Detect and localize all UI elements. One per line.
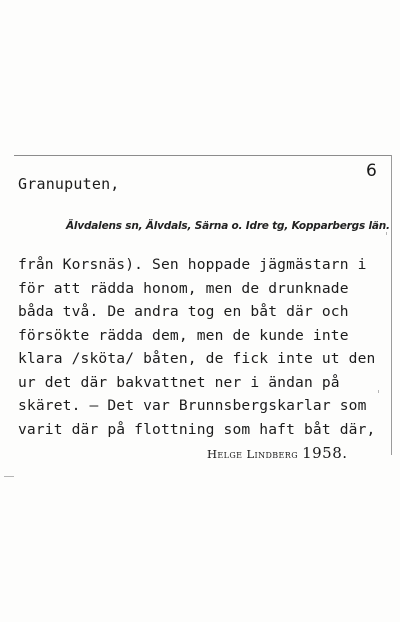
text-line: försökte rädda dem, men de kunde inte [18, 326, 349, 344]
card-right-edge [391, 155, 392, 455]
text-line: för att rädda honom, men de drunknade [18, 279, 349, 297]
card-top-edge [14, 155, 392, 156]
stray-mark [378, 390, 379, 393]
stray-mark [4, 476, 14, 477]
signature-year: 1958. [302, 444, 348, 462]
headword: Granuputen, [18, 175, 120, 193]
text-line: båda två. De andra tog en båt där och [18, 303, 349, 320]
text-line: skäret. – Det var Brunnsbergskarlar som [18, 397, 367, 414]
text-line: varit där på flottning som haft båt där, [18, 420, 376, 438]
text-line: ur det där bakvattnet ner i ändan på [18, 373, 340, 391]
signature [207, 444, 348, 462]
page-number: 6 [366, 161, 377, 181]
location-stamp: Älvdalens sn, Älvdals, Särna o. Idre tg, Kopparbergs län. [66, 220, 390, 232]
text-line: från Korsnäs). Sen hoppade jägmästarn i [18, 256, 367, 273]
stray-mark [386, 232, 387, 235]
signature-name: Helge Lindberg [207, 447, 299, 461]
text-line: klara /sköta/ båten, de fick inte ut den [18, 350, 376, 367]
card-text [18, 253, 375, 441]
